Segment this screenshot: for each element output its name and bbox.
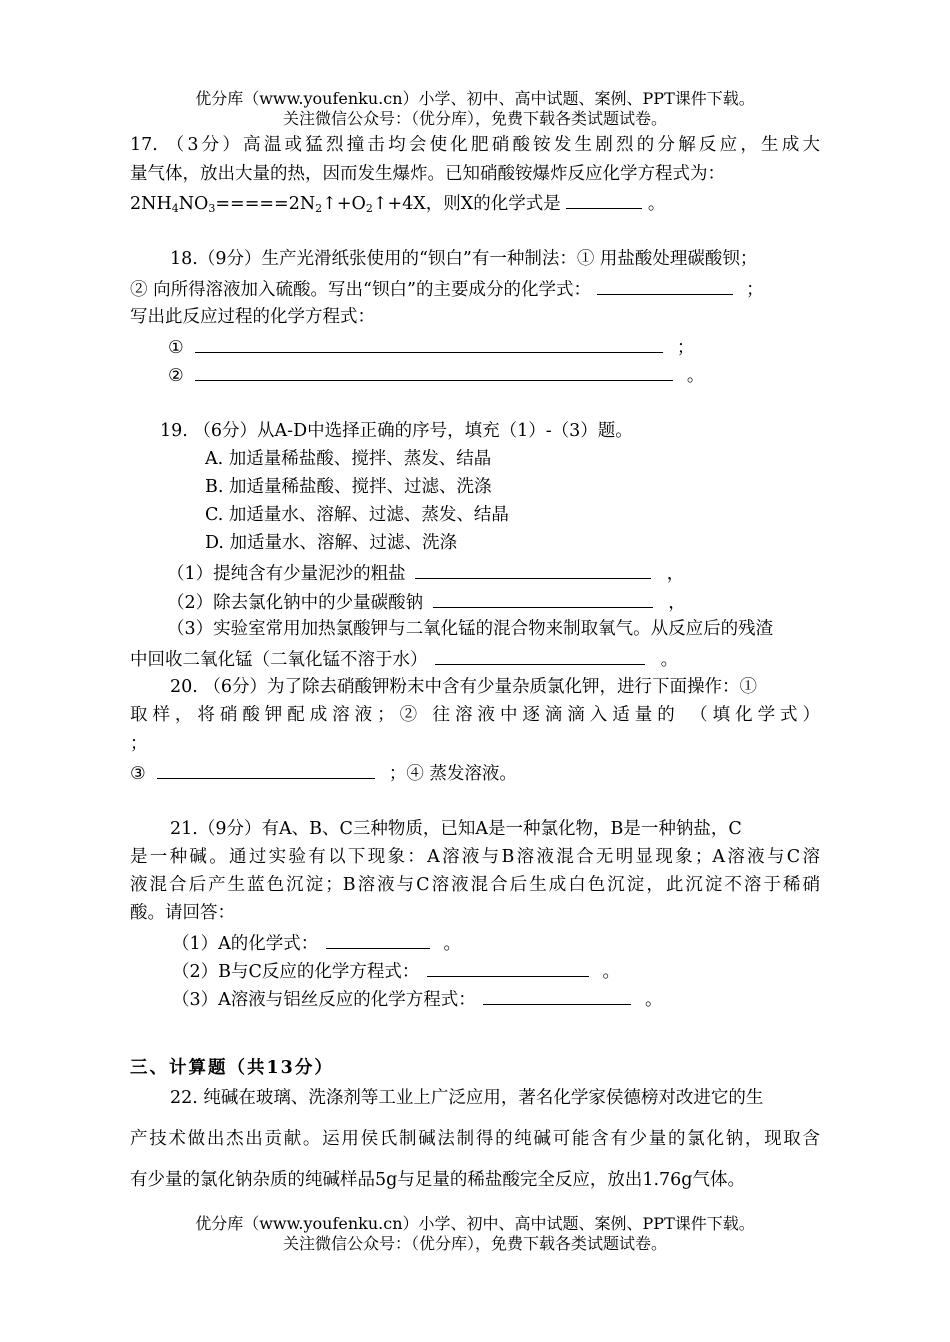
q21-sub-2 [172, 959, 620, 983]
q19-option-c: C. 加适量水、溶解、过滤、蒸发、结晶 [205, 505, 509, 525]
q17-eq-sub-d: 2 [365, 202, 373, 215]
q17-end: 。 [647, 194, 666, 214]
q21-line-3: 液混合后产生蓝色沉淀；B溶液与C溶液混合后生成白色沉淀，此沉淀不溶于稀硝 [130, 875, 820, 895]
q17-eq-part-a: 2NH [130, 194, 172, 214]
q19-line-1: 19. （6分）从A-D中选择正确的序号，填充（1）-（3）题。 [160, 421, 633, 441]
q17-eq-sub-c: 2 [315, 202, 323, 215]
q17-line-2: 量气体，放出大量的热，因而发生爆炸。已知硝酸铵爆炸反应化学方程式为： [130, 164, 725, 184]
footer-line-1: 优分库（www.youfenku.cn）小学、初中、高中试题、案例、PPT课件下载。 [195, 1214, 755, 1233]
q19-sub-3: （3）实验室常用加热氯酸钾与二氧化锰的混合物来制取氧气。从反应后的残渣 [167, 619, 774, 639]
q20-line-2: 取样，将硝酸钾配成溶液；② 往溶液中逐滴滴入适量的 （填化学式） [130, 705, 820, 725]
q19-option-a: A. 加适量稀盐酸、搅拌、蒸发、结晶 [205, 449, 492, 469]
q19-sub-1-text: （1）提纯含有少量泥沙的粗盐 [167, 564, 406, 584]
header-line-2: 关注微信公众号：（优分库），免费下载各类试题试卷。 [282, 109, 667, 128]
q21-sub-1-end: 。 [443, 934, 461, 954]
q19-option-d: D. 加适量水、溶解、过滤、洗涤 [205, 533, 458, 553]
q22-line-1: 22. 纯碱在玻璃、洗涤剂等工业上广泛应用，著名化学家侯德榜对改进它的生 [170, 1088, 764, 1108]
q18-line-3: 写出此反应过程的化学方程式： [130, 307, 375, 327]
q21-sub-2-blank[interactable] [427, 959, 589, 977]
q18-line-2-text: ② 向所得溶液加入硫酸。写出“钡白”的主要成分的化学式： [130, 280, 591, 300]
q19-option-b: B. 加适量稀盐酸、搅拌、过滤、洗涤 [205, 477, 492, 497]
q18-equation-1-blank[interactable] [195, 335, 663, 353]
q19-sub-3-blank[interactable] [435, 647, 645, 665]
q20-marker-3: ③ [130, 764, 146, 784]
q21-line-4: 酸。请回答： [130, 903, 235, 923]
q17-eq-part-b: NO [178, 194, 209, 214]
q17-equation-line [130, 191, 665, 220]
q19-sub-1 [167, 561, 684, 585]
q18-marker-1: ① [168, 338, 184, 358]
q18-marker-2: ② [168, 366, 184, 386]
q21-line-2: 是一种碱。通过实验有以下现象：A溶液与B溶液混合无明显现象；A溶液与C溶 [130, 847, 820, 867]
q17-eq-sub-a: 4 [171, 202, 179, 215]
q21-sub-3-blank[interactable] [483, 987, 631, 1005]
q19-sub-2-text: （2）除去氯化钠中的少量碳酸钠 [167, 593, 424, 613]
q19-sub-1-end: ， [666, 564, 685, 584]
q19-sub-3-end: 。 [660, 650, 679, 670]
q18-equation-2 [168, 363, 704, 387]
q18-equation-1-end: ； [676, 338, 695, 358]
q21-sub-3-text: （3）A溶液与铝丝反应的化学方程式： [172, 990, 476, 1010]
q21-sub-3 [172, 987, 662, 1011]
q18-equation-2-blank[interactable] [195, 363, 673, 381]
q22-line-3: 有少量的氯化钠杂质的纯碱样品5g与足量的稀盐酸完全反应，放出1.76g气体。 [130, 1170, 746, 1190]
q19-sub-2-blank[interactable] [433, 590, 653, 608]
q21-sub-2-end: 。 [602, 962, 621, 982]
q18-line-2-end: ； [746, 280, 764, 300]
footer-line-2: 关注微信公众号：（优分库），免费下载各类试题试卷。 [282, 1234, 667, 1253]
q19-sub-3-cont [130, 647, 678, 671]
q21-sub-1-text: （1）A的化学式： [172, 934, 319, 954]
q19-sub-3-cont-text: 中回收二氧化锰（二氧化锰不溶于水） [130, 650, 428, 670]
q21-sub-1-blank[interactable] [326, 931, 430, 949]
header-line-1: 优分库（www.youfenku.cn）小学、初中、高中试题、案例、PPT课件下载。 [195, 89, 755, 108]
q18-formula-blank[interactable] [597, 277, 733, 295]
section-3-title: 三、计算题（共13分） [130, 1058, 334, 1078]
q17-answer-blank[interactable] [566, 191, 642, 209]
q19-sub-1-blank[interactable] [415, 561, 651, 579]
q21-sub-3-end: 。 [644, 990, 663, 1010]
q20-line-4-end: ；④ 蒸发溶液。 [388, 764, 517, 784]
q18-equation-1 [168, 335, 694, 359]
q22-line-2: 产技术做出杰出贡献。运用侯氏制碱法制得的纯碱可能含有少量的氯化钠，现取含 [130, 1129, 820, 1149]
q20-line-1: 20. （6分）为了除去硝酸钾粉末中含有少量杂质氯化钾，进行下面操作：① [170, 677, 758, 697]
q19-sub-2 [167, 590, 686, 614]
q17-line-1: 17. （3分）高温或猛烈撞击均会使化肥硝酸铵发生剧烈的分解反应，生成大 [130, 135, 820, 155]
q20-line-4 [130, 761, 517, 785]
q18-equation-2-end: 。 [686, 366, 705, 386]
q20-line-3: ； [130, 734, 148, 754]
q21-line-1: 21.（9分）有A、B、C三种物质，已知A是一种氯化物，B是一种钠盐，C [170, 819, 742, 839]
q17-eq-sub-b: 3 [208, 202, 216, 215]
q20-step-3-blank[interactable] [157, 761, 375, 779]
q17-eq-part-c: =====2N [215, 194, 316, 214]
q21-sub-2-text: （2）B与C反应的化学方程式： [172, 962, 420, 982]
q17-eq-part-d: ↑+O [322, 194, 366, 214]
q19-sub-2-end: ， [668, 593, 686, 613]
q18-line-2 [130, 277, 764, 301]
q17-eq-part-e: ↑+4X，则X的化学式是 [372, 194, 561, 214]
q21-sub-1 [172, 931, 461, 955]
q18-line-1: 18.（9分）生产光滑纸张使用的“钡白”有一种制法：① 用盐酸处理碳酸钡； [170, 249, 758, 269]
